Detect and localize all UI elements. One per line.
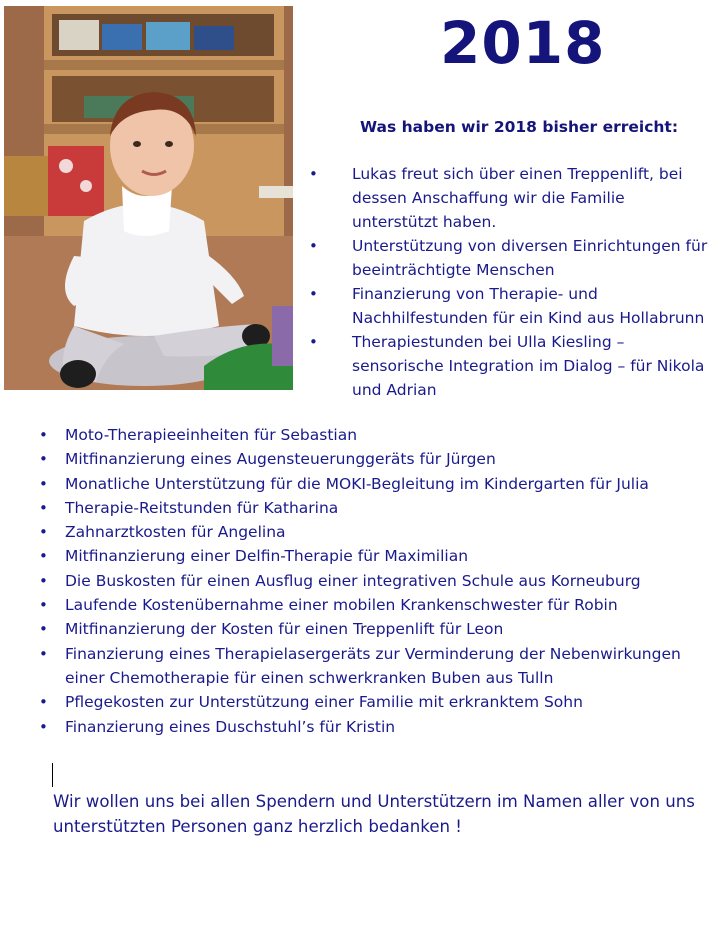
bullet-icon: • bbox=[39, 620, 48, 639]
list-item-text: Mitfinanzierung einer Delfin-Therapie für Maximilian bbox=[65, 547, 469, 566]
bullet-icon: • bbox=[309, 165, 318, 183]
list-item bbox=[34, 715, 704, 739]
bullet-icon: • bbox=[39, 450, 48, 469]
list-item-text: Finanzierung eines Duschstuhl’s für Kristin bbox=[65, 717, 396, 736]
list-item bbox=[34, 642, 704, 691]
achievements-list-bottom bbox=[34, 423, 704, 739]
list-item-text: Moto-Therapieeinheiten für Sebastian bbox=[65, 426, 358, 444]
list-item bbox=[34, 472, 704, 496]
list-item bbox=[302, 282, 714, 330]
list-item-text: Therapie-Reitstunden für Katharina bbox=[65, 498, 339, 517]
list-item bbox=[34, 617, 704, 641]
bullet-icon: • bbox=[39, 474, 48, 493]
closing-text: Wir wollen uns bei allen Spendern und Unterstützern im Namen aller von uns unterstützten Personen ganz herzlich bedanken ! bbox=[53, 792, 695, 836]
list-item bbox=[34, 423, 704, 447]
list-item-text: Unterstützung von diversen Einrichtungen für beeinträchtigte Menschen bbox=[352, 237, 708, 279]
list-item bbox=[302, 330, 714, 402]
photo-child-sitting-icon bbox=[4, 6, 293, 390]
photo-child bbox=[4, 6, 293, 390]
bullet-icon: • bbox=[309, 333, 318, 351]
list-item-text: Die Buskosten für einen Ausflug einer integrativen Schule aus Korneuburg bbox=[65, 571, 641, 590]
list-item-text: Pflegekosten zur Unterstützung einer Familie mit erkranktem Sohn bbox=[65, 693, 583, 712]
list-item-text: Mitfinanzierung der Kosten für einen Treppenlift für Leon bbox=[65, 620, 504, 639]
bullet-icon: • bbox=[309, 237, 318, 255]
bullet-icon: • bbox=[309, 285, 318, 303]
bullet-icon: • bbox=[39, 596, 48, 615]
list-item bbox=[34, 447, 704, 471]
bullet-icon: • bbox=[39, 426, 48, 444]
list-item bbox=[34, 544, 704, 568]
list-item bbox=[34, 569, 704, 593]
bullet-icon: • bbox=[39, 547, 48, 566]
list-item-text: Zahnarztkosten für Angelina bbox=[65, 523, 286, 542]
list-item bbox=[34, 496, 704, 520]
list-item-text: Lukas freut sich über einen Treppenlift, bei dessen Anschaffung wir die Familie unterstützt haben. bbox=[352, 165, 683, 231]
list-item bbox=[34, 690, 704, 714]
list-item-text: Mitfinanzierung eines Augensteuerunggeräts für Jürgen bbox=[65, 450, 496, 469]
list-item bbox=[34, 593, 704, 617]
bullet-icon: • bbox=[39, 523, 48, 542]
list-item bbox=[302, 234, 714, 282]
bullet-icon: • bbox=[39, 498, 48, 517]
section-heading: Was haben wir 2018 bisher erreicht: bbox=[360, 118, 679, 136]
bullet-icon: • bbox=[39, 693, 48, 712]
list-item-text: Finanzierung eines Therapielasergeräts zur Verminderung der Nebenwirkungen einer Chemotherapie für einen schwerkranken Buben aus Tulln bbox=[65, 644, 681, 687]
text-cursor bbox=[52, 763, 53, 787]
bullet-icon: • bbox=[39, 571, 48, 590]
bullet-icon: • bbox=[39, 644, 48, 663]
list-item-text: Finanzierung von Therapie- und Nachhilfestunden für ein Kind aus Hollabrunn bbox=[352, 285, 705, 327]
list-item bbox=[302, 162, 714, 234]
list-item bbox=[34, 520, 704, 544]
bullet-icon: • bbox=[39, 717, 48, 736]
list-item-text: Therapiestunden bei Ulla Kiesling – sensorische Integration im Dialog – für Nikola und Adrian bbox=[352, 333, 705, 399]
list-item-text: Monatliche Unterstützung für die MOKI-Begleitung im Kindergarten für Julia bbox=[65, 474, 649, 493]
year-title: 2018 bbox=[440, 9, 606, 77]
achievements-list-top bbox=[302, 162, 714, 402]
list-item-text: Laufende Kostenübernahme einer mobilen Krankenschwester für Robin bbox=[65, 596, 618, 615]
